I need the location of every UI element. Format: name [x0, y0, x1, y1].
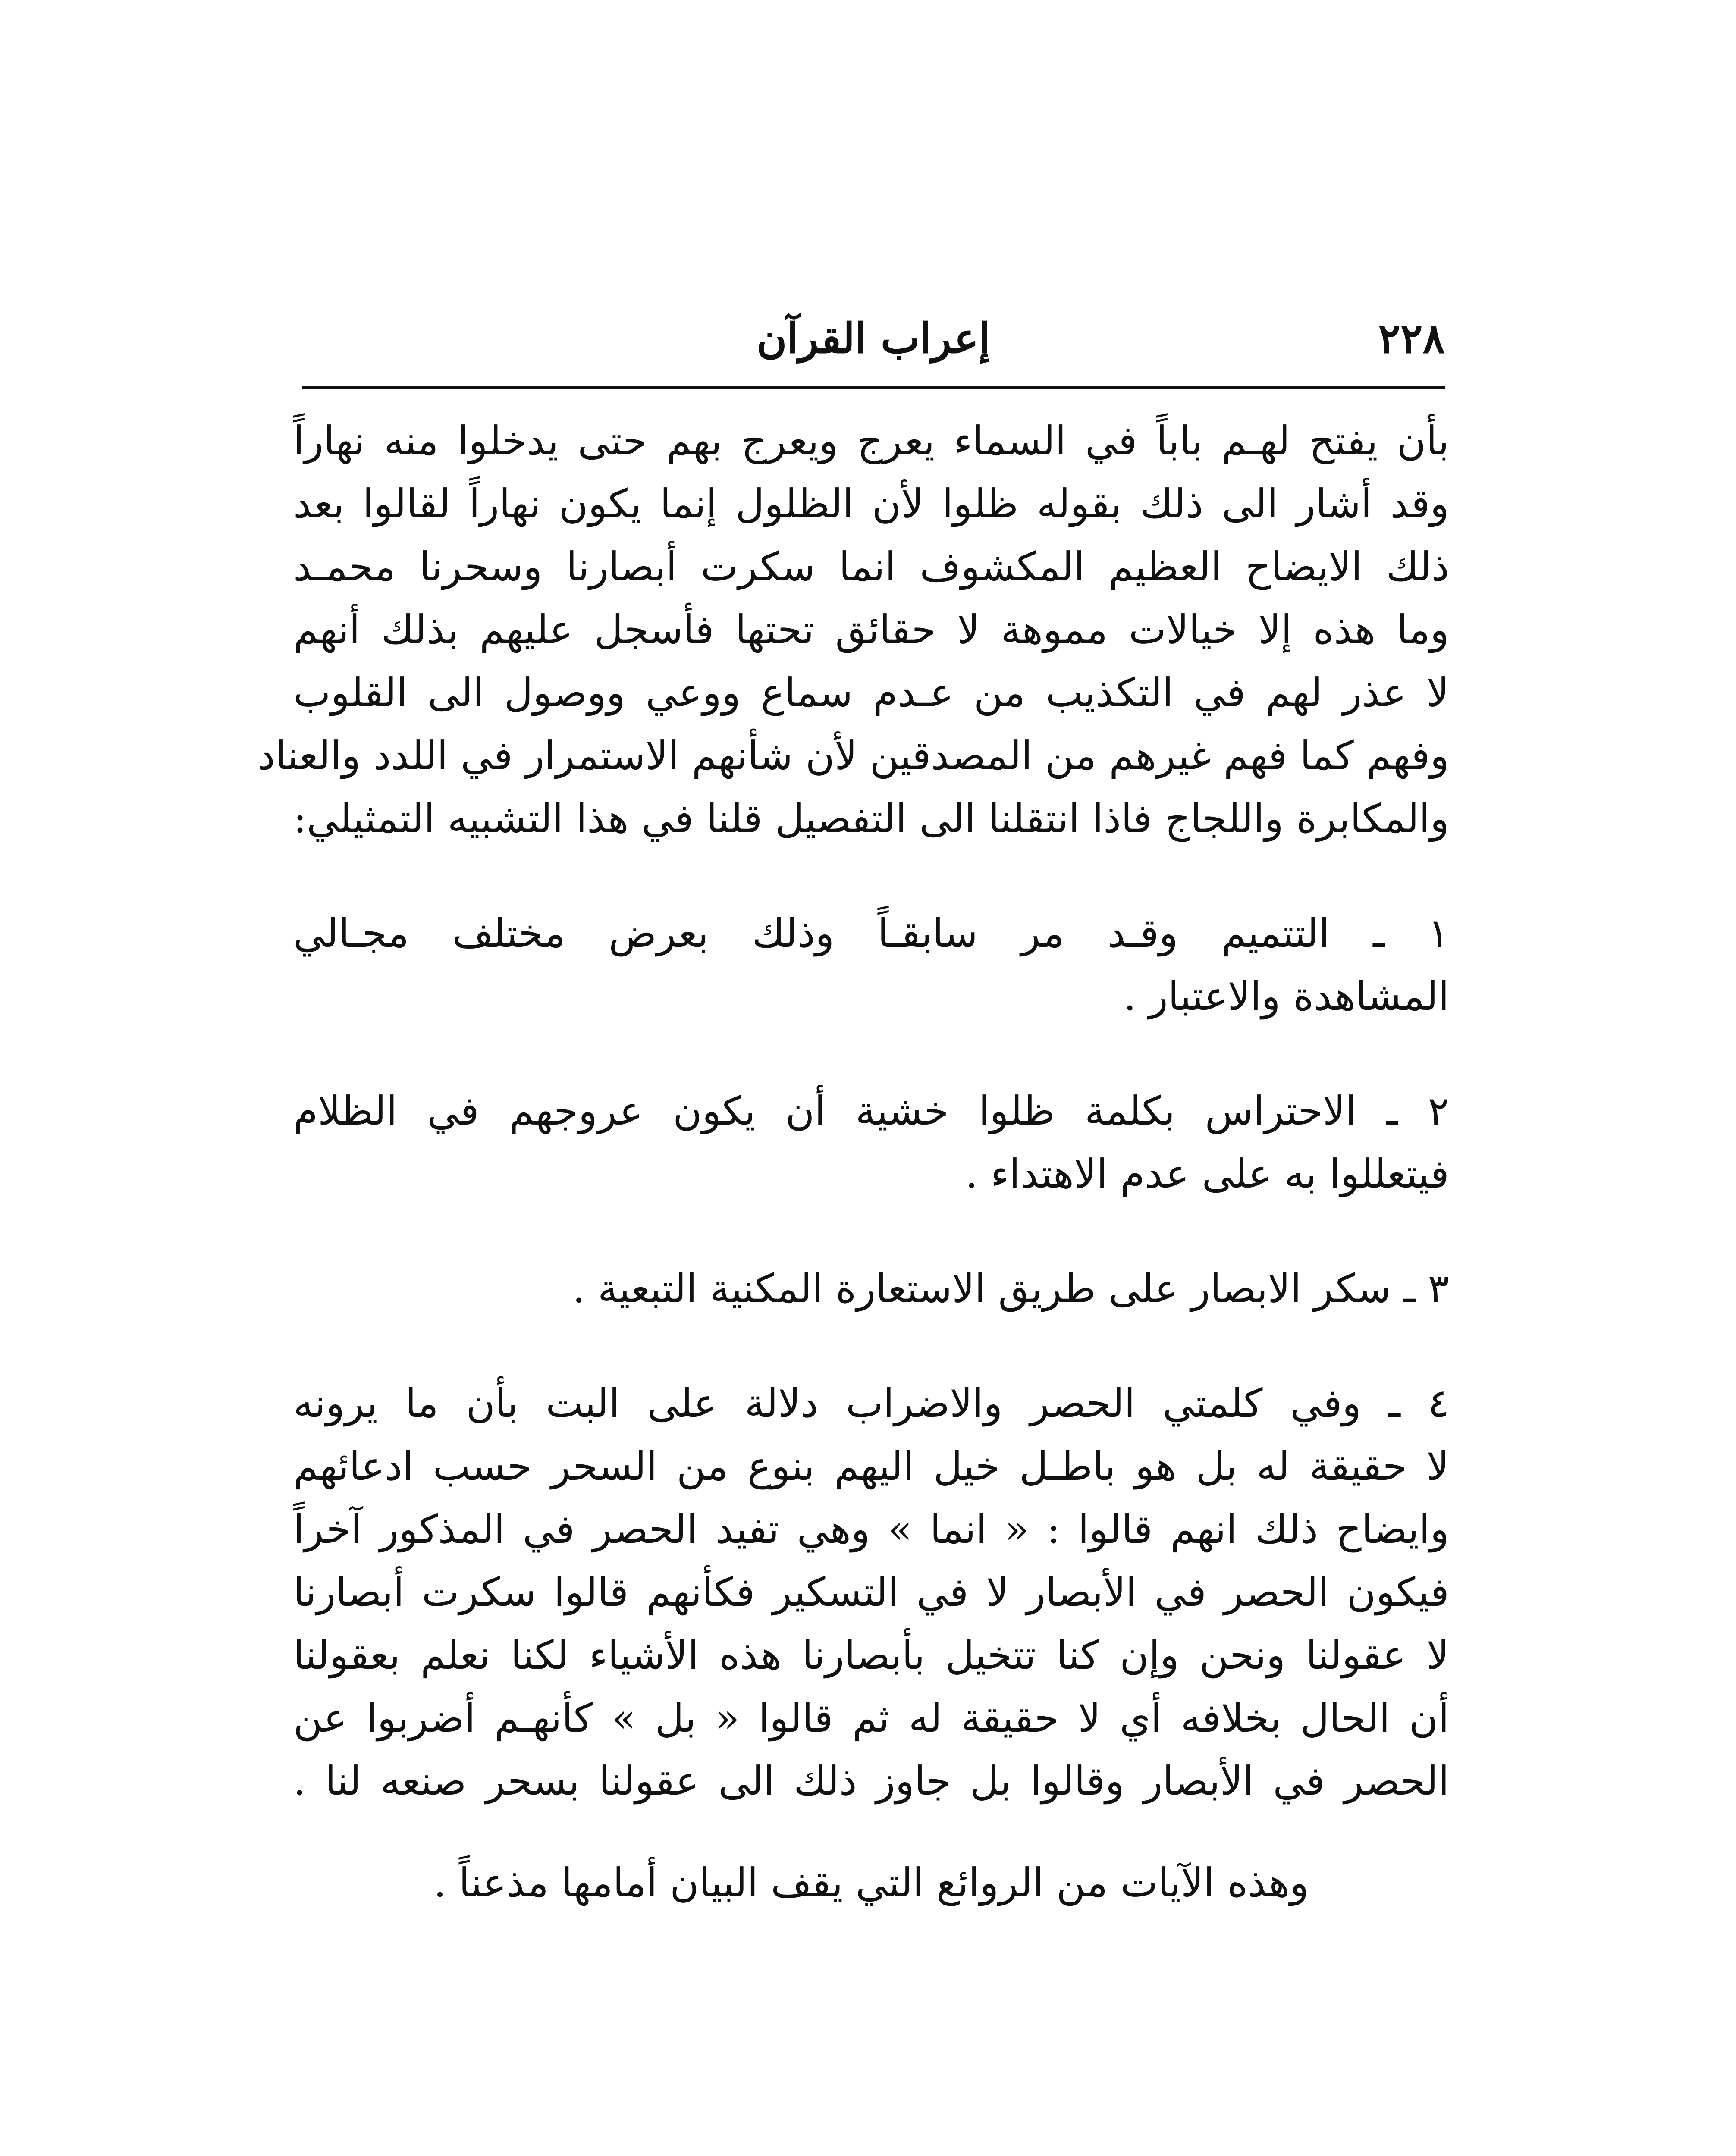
text-line: ذلك الايضاح العظيم المكشوف انما سكرت أبصارنا وسحرنا محمـد	[293, 544, 1449, 590]
text-line: وقد أشار الى ذلك بقوله ظلوا لأن الظلول إنما يكون نهاراً لقالوا بعد	[293, 481, 1449, 527]
list-item-2	[293, 1080, 1449, 1206]
text-line: بأن يفتح لهـم باباً في السماء يعرج ويعرج بهم حتى يدخلوا منه نهاراً	[293, 418, 1449, 464]
text-line: ٤ ـ وفي كلمتي الحصر والاضراب دلالة على البت بأن ما يرونه	[293, 1380, 1449, 1426]
list-item-3	[293, 1257, 1449, 1320]
header-rule	[302, 386, 1445, 389]
text-line: وهذه الآيات من الروائع التي يقف البيان أمامها مذعناً .	[433, 1860, 1309, 1906]
text-line: ١ ـ التتميم وقـد مر سابقـاً وذلك بعرض مختلف مجـالي	[293, 910, 1449, 956]
running-title: إعراب القرآن	[756, 314, 990, 363]
text-line: فيتعللوا به على عدم الاهتداء .	[965, 1151, 1449, 1197]
body-text	[257, 410, 1450, 1915]
closing-paragraph	[293, 1852, 1449, 1915]
text-line: ٢ ـ الاحتراس بكلمة ظلوا خشية أن يكون عروجهم في الظلام	[293, 1088, 1449, 1134]
text-line: لا حقيقة له بل هو باطـل خيل اليهم بنوع من السحر حسب ادعائهم	[293, 1443, 1449, 1489]
text-line: والمكابرة واللجاج فاذا انتقلنا الى التفصيل قلنا في هذا التشبيه التمثيلي:	[293, 796, 1450, 842]
text-line: المشاهدة والاعتبار .	[1124, 973, 1449, 1019]
text-line: فيكون الحصر في الأبصار لا في التسكير فكأنهم قالوا سكرت أبصارنا	[293, 1569, 1449, 1615]
list-item-4	[293, 1372, 1449, 1813]
text-line: وفهم كما فهم غيرهم من المصدقين لأن شأنهم الاستمرار في اللدد والعناد	[257, 733, 1449, 779]
text-line: وما هذه إلا خيالات مموهة لا حقائق تحتها فأسجل عليهم بذلك أنهم	[293, 607, 1449, 653]
text-line: لا عذر لهم في التكذيب من عـدم سماع ووعي ووصول الى القلوب	[293, 670, 1449, 716]
page-header	[302, 302, 1445, 375]
paragraph-intro	[257, 410, 1450, 850]
text-line: وايضاح ذلك انهم قالوا : « انما » وهي تفيد الحصر في المذكور آخراً	[293, 1506, 1450, 1552]
text-line: لا عقولنا ونحن وإن كنا تتخيل بأبصارنا هذه الأشياء لكنا نعلم بعقولنا	[293, 1632, 1449, 1678]
text-line: الحصر في الأبصار وقالوا بل جاوز ذلك الى عقولنا بسحر صنعه لنا .	[293, 1758, 1449, 1804]
page-number: ٢٢٨	[1378, 314, 1445, 363]
list-item-1	[293, 902, 1449, 1028]
text-line: أن الحال بخلافه أي لا حقيقة له ثم قالوا « بل » كأنهـم أضربوا عن	[293, 1695, 1449, 1741]
text-line: ٣ ـ سكر الابصار على طريق الاستعارة المكنية التبعية .	[572, 1266, 1449, 1312]
